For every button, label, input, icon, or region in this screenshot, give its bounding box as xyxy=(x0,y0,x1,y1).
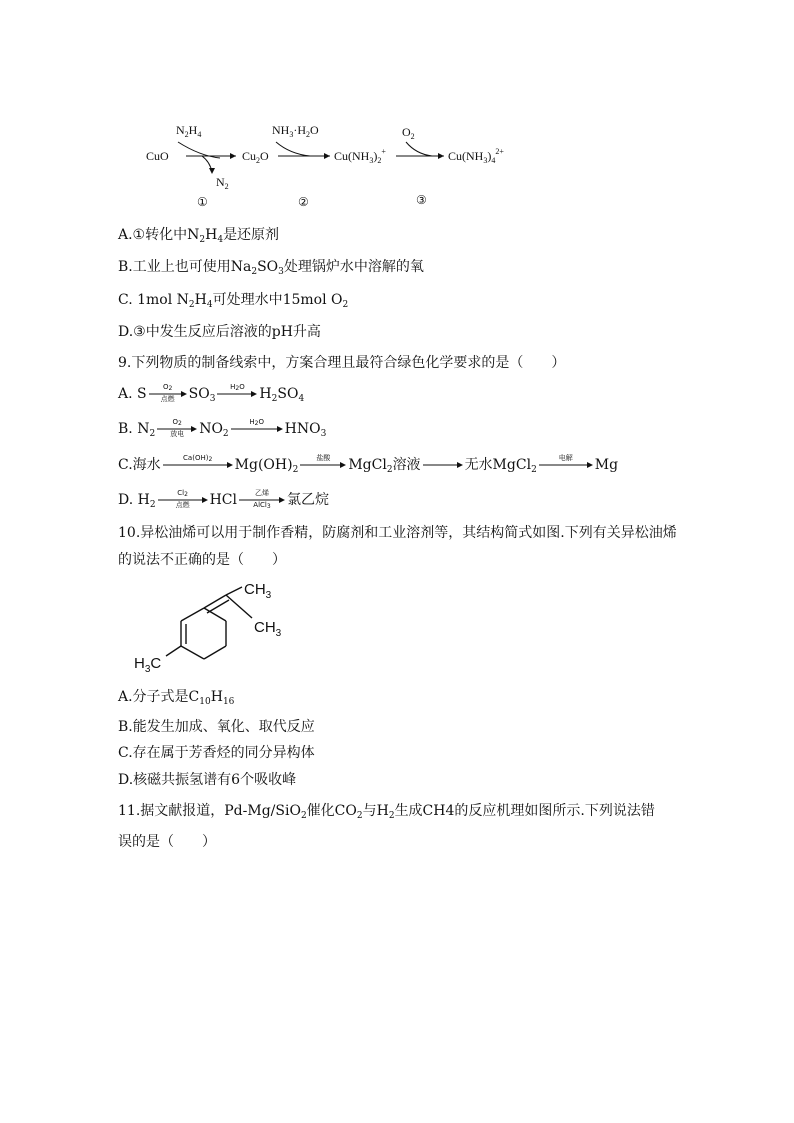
q11-stem-line1: 11.据文献报道，Pd-Mg/SiO$_2$催化$CO_2$与$H_2$生成CH4的反应机理如图所示.下列说法错 xyxy=(118,803,655,821)
q8-option-d: D.③中发生反应后溶液的pH升高 xyxy=(118,324,321,340)
scheme-n2h4: $N_2H_4$ xyxy=(176,123,202,139)
h3c-label: $H_3C$ xyxy=(134,655,162,675)
q10-option-a: A.分子式是$C_{10}H_{16}$ xyxy=(118,689,235,707)
scheme-step-1: ① xyxy=(197,195,208,209)
q9-option-a: A. S $O_2$ 点燃 $SO_3$ $H_2O$ $H_2SO_4$ xyxy=(118,383,305,404)
q8-option-c: C. 1mol $N_2H_4$可处理水中15mol $O_2$ xyxy=(118,292,349,310)
copper-reaction-scheme xyxy=(140,118,540,213)
q9-option-b: B. $N_2$ $O_2$ 放电 $NO_2$ $H_2O$ $HNO_3$ xyxy=(118,418,327,439)
q10-option-d: D.核磁共振氢谱有6个吸收峰 xyxy=(118,772,297,788)
scheme-step-2: ② xyxy=(298,195,309,209)
scheme-nh3h2o: $NH_3\cdot H_2O$ xyxy=(272,123,319,139)
ch3-label-right: $CH_3$ xyxy=(254,619,282,639)
q9-stem: 9.下列物质的制备线索中，方案合理且最符合绿色化学要求的是（ ） xyxy=(118,355,566,371)
q10-option-c: C.存在属于芳香烃的同分异构体 xyxy=(118,745,315,761)
q8-option-b: B.工业上也可使用$Na_2SO_3$处理锅炉水中溶解的氧 xyxy=(118,259,424,277)
q10-option-b: B.能发生加成、氧化、取代反应 xyxy=(118,719,315,735)
scheme-cunh3-2: $Cu(NH_3)_2^+$ xyxy=(334,147,386,165)
q11-stem-line2: 误的是（ ） xyxy=(118,834,216,850)
q9-option-c: C.海水 $Ca(OH)_2$ $Mg(OH)_2$ 盐酸 MgCl$_2$溶液 无水MgCl$_2$ 电解 Mg xyxy=(118,454,619,475)
terpinolene-structure xyxy=(128,578,308,678)
ch3-label-top: $CH_3$ xyxy=(244,581,272,601)
scheme-step-3: ③ xyxy=(416,193,427,207)
scheme-cu2o: $Cu_2O$ xyxy=(242,149,269,165)
q10-stem-line1: 10.异松油烯可以用于制作香精，防腐剂和工业溶剂等，其结构简式如图.下列有关异松油烯 xyxy=(118,525,677,541)
scheme-o2: $O_2$ xyxy=(402,125,415,141)
scheme-n2: $N_2$ xyxy=(216,175,229,191)
q9-option-d: D. $H_2$ $Cl_2$ 点燃 HCl 乙烯 AlCl$_3$ 氯乙烷 xyxy=(118,489,329,510)
scheme-cunh3-4: $Cu(NH_3)_4^{2+}$ xyxy=(448,147,504,165)
q10-stem-line2: 的说法不正确的是（ ） xyxy=(118,552,286,568)
scheme-cuo: CuO xyxy=(146,149,169,163)
q8-option-a: A.①转化中$N_2H_4$是还原剂 xyxy=(118,227,280,245)
